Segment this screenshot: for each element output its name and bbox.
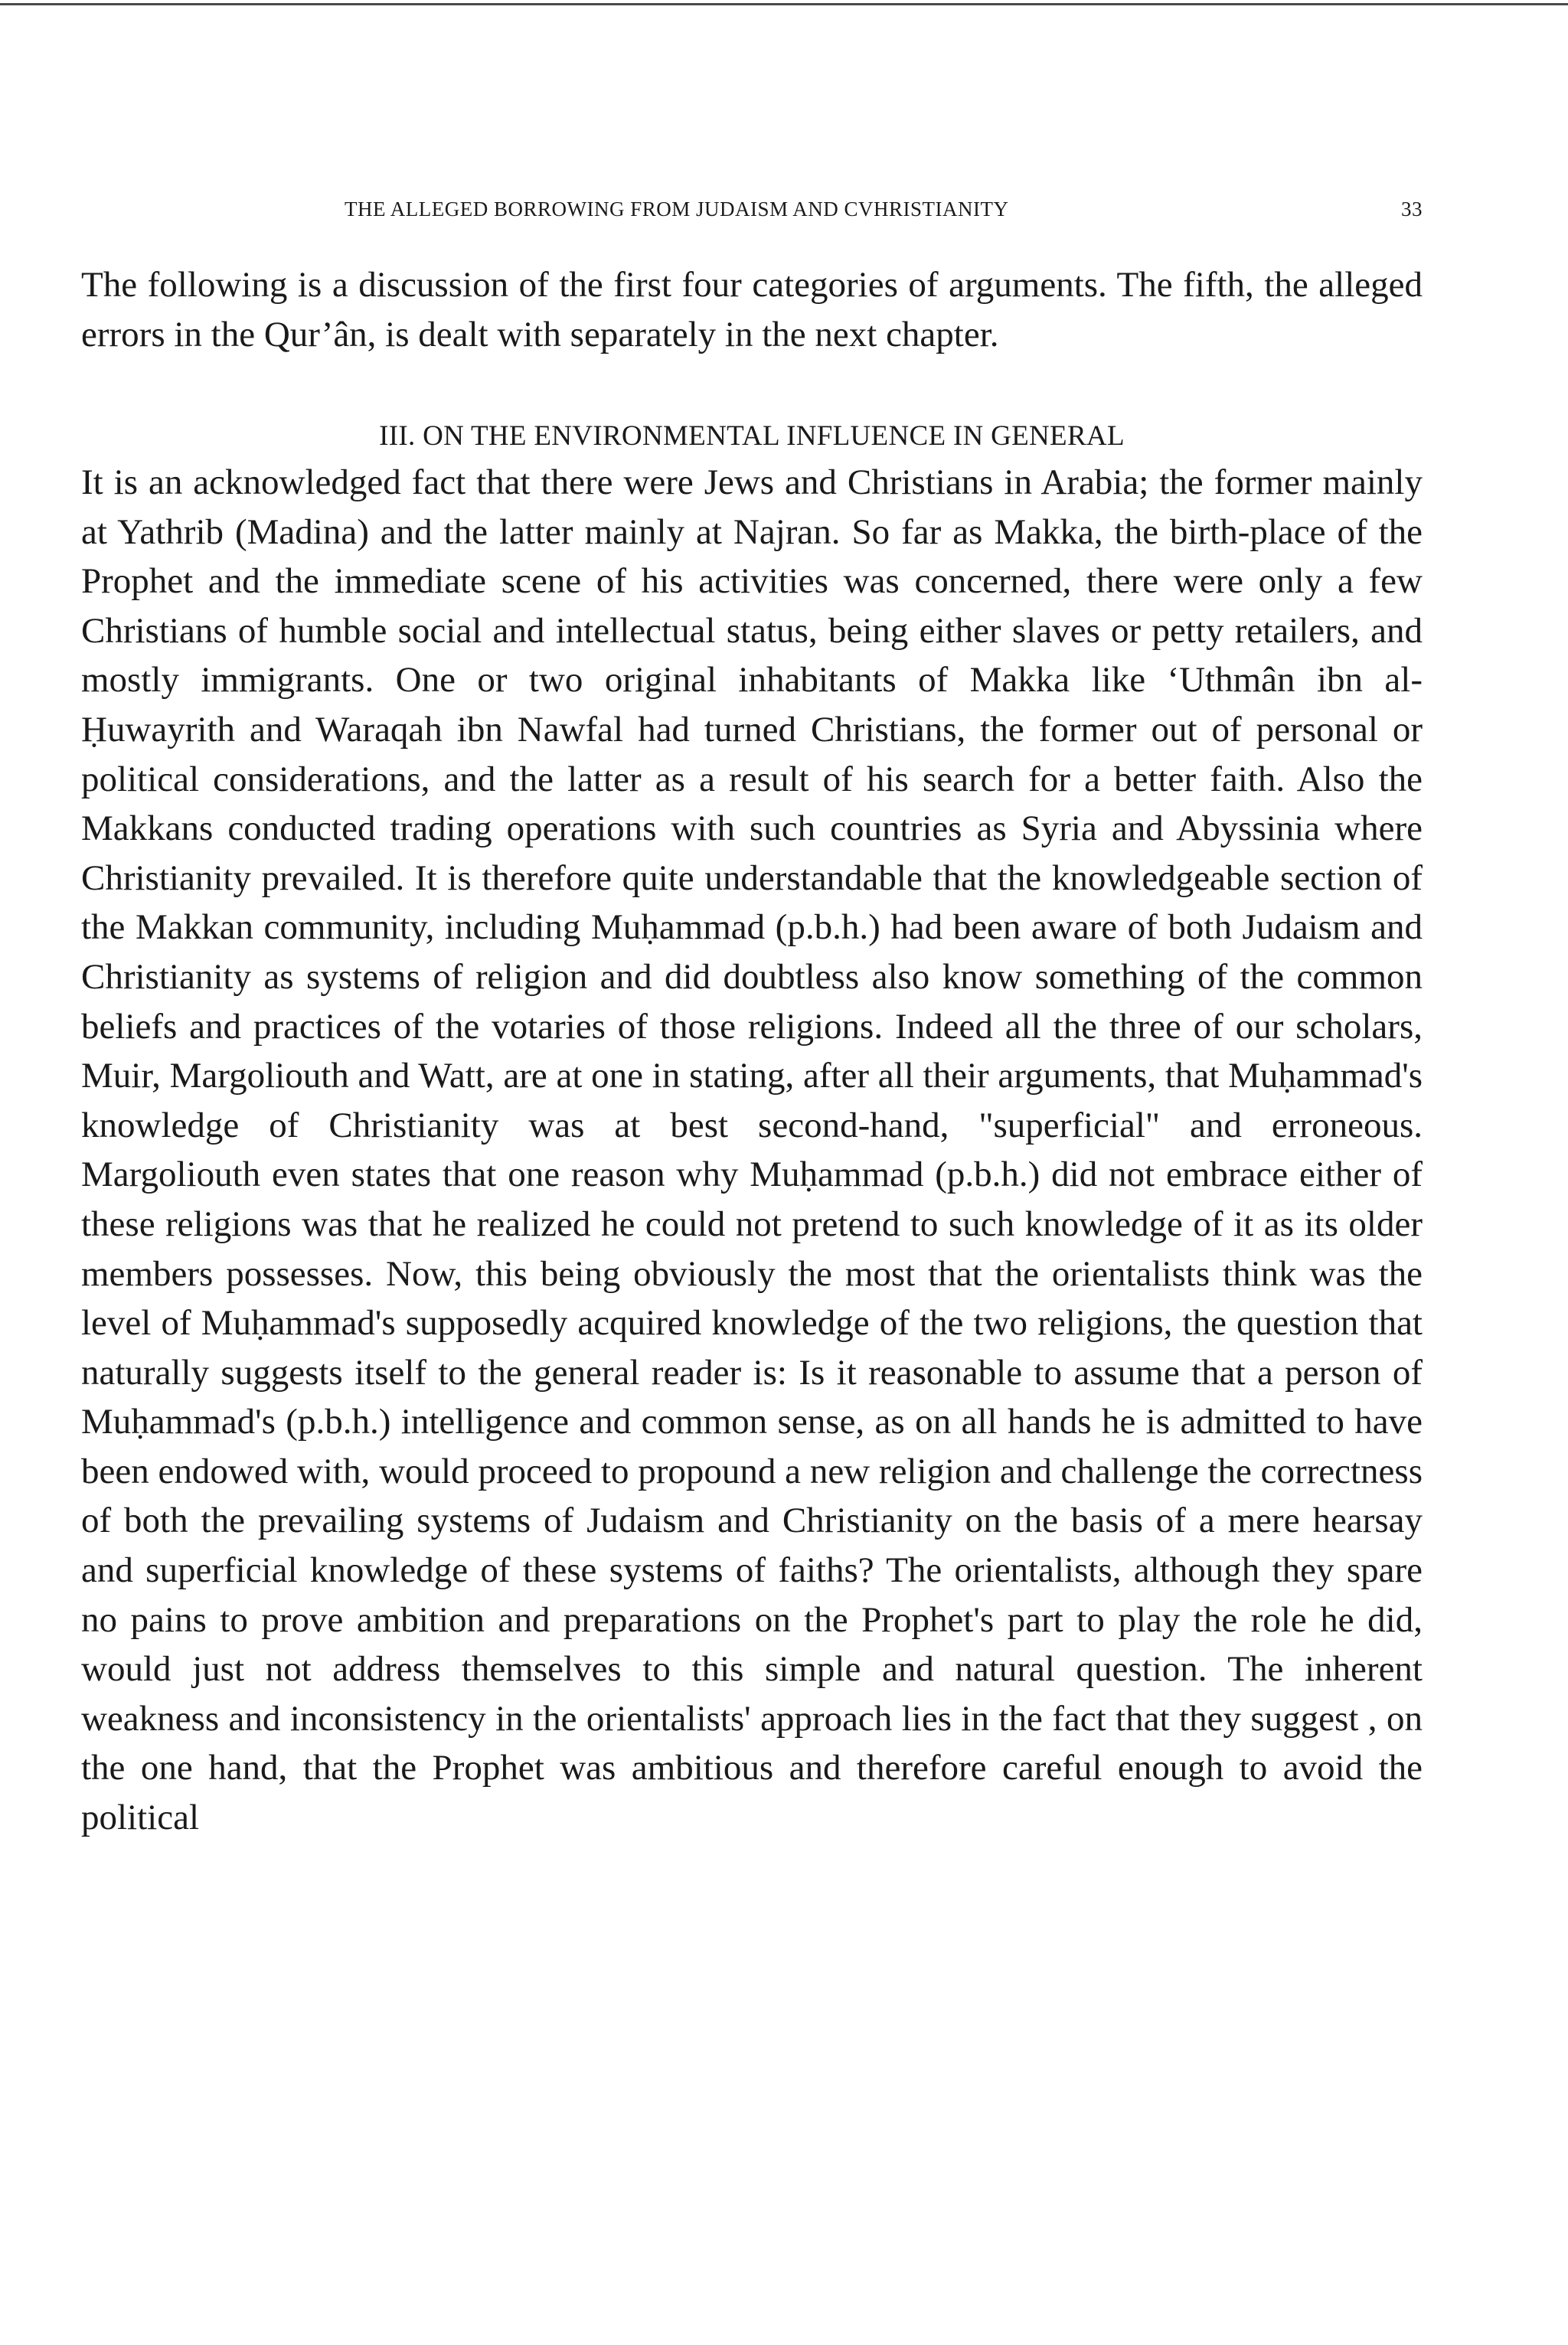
section-paragraph: It is an acknowledged fact that there were Jews and Christians in Arabia; the former mainly at Yathrib (Madina) and the latter mainly at Najran. So far as Makka, the birth-place of the Prophet and the immediate scene of his activities was concerned, there were only a few Christians of humble social and intellectual status, being either slaves or petty retailers, and mostly immigrants. One or two original inhabitants of Makka like ‘Uthmân ibn al-Ḥuwayrith and Waraqah ibn Nawfal had turned Christians, the former out of personal or political considerations, and the latter as a result of his search for a better faith. Also the Makkans conducted trading operations with such countries as Syria and Abyssinia where Christianity prevailed. It is therefore quite understandable that the knowledgeable section of the Makkan community, including Muḥammad (p.b.h.) had been aware of both Judaism and Christianity as systems of religion and did doubtless also know something of the common beliefs and practices of the votaries of those religions. Indeed all the three of our scholars, Muir, Margoliouth and Watt, are at one in stating, after all their arguments, that Muḥammad's knowledge of Christianity was at best second-hand, "superficial" and erroneous. Margoliouth even states that one reason why Muḥammad (p.b.h.) did not embrace either of these religions was that he realized he could not pretend to such knowledge of it as its older members possesses. Now, this being obviously the most that the orientalists think was the level of Muḥammad's supposedly acquired knowledge of the two religions, the question that naturally suggests itself to the general reader is: Is it reasonable to assume that a person of Muḥammad's (p.b.h.) intelligence and common sense, as on all hands he is admitted to have been endowed with, would proceed to propound a new religion and challenge the correctness of both the prevailing systems of Judaism and Christianity on the basis of a mere hearsay and superficial knowledge of these systems of faiths? The orientalists, although they spare no pains to prove ambition and preparations on the Prophet's part to play the role he did, would just not address themselves to this simple and natural question. The inherent weakness and inconsistency in the orientalists' approach lies in the fact that they suggest , on the one hand, that the Prophet was ambitious and therefore careful enough to avoid the political bbox=[81, 462, 1423, 1838]
top-edge-rule bbox=[0, 3, 1568, 5]
page-number: 33 bbox=[1401, 198, 1423, 220]
intro-paragraph: The following is a discussion of the first four categories of arguments. The fifth, the alleged errors in the Qur’ân, is dealt with separately in the next chapter. bbox=[81, 265, 1423, 354]
running-head bbox=[81, 198, 1423, 228]
section-heading: III. ON THE ENVIRONMENTAL INFLUENCE IN GENERAL bbox=[379, 420, 1125, 452]
running-head-title: THE ALLEGED BORROWING FROM JUDAISM AND CVHRISTIANITY bbox=[345, 198, 1009, 220]
